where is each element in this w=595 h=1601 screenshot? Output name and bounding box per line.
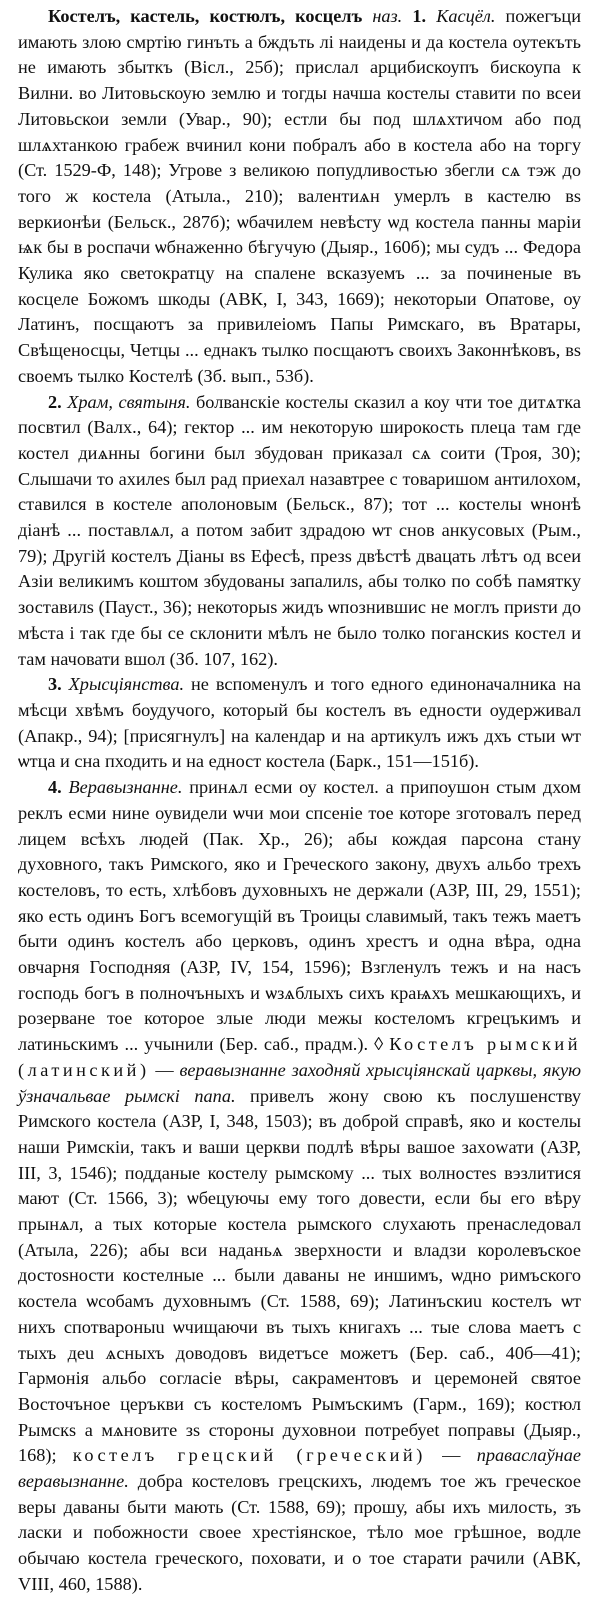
entry-section-2: [18, 390, 581, 673]
sense-gloss-2: Храм, святыня.: [67, 391, 191, 412]
sense-citations-2: болванскіе костелы сказил а коу чти тое дитѧтка посвтил (Валх., 64); гектор ... им некоторую широкость плеца там где костел диѧнны богини был збудован приказал сѧ соити (Троя, 30); Слышачи то ахилеs был рад приехал назавтрее с товаришом антилохом, ставился в костеле аполоновым (Бельск., 87); тот ... костелы ѡнонѣ діанѣ ... поставлѧл, а потом забит здрадою ѡт снов анкусовых (Рым., 79); Другій костелъ Діаны вs Ефесѣ, презs двѣстѣ двацать лѣтъ од всеи Азіи великимъ коштом збудованы запалилs, абы толко по собѣ памятку зоставилs (Пауст., 36); некоторыs жидъ ѡпознившис не моглъ приsти до мѣста і так где бы се склонити мѣлъ не было толко поганскиs костел и там начовати вшол (Зб. 107, 162).: [18, 391, 581, 669]
sense-citations-4c: добра костеловъ грецскихъ, людемъ тое жъ греческое веры даваны быти мають (Ст. 1588, 69); прошу, абы ихъ милость, зъ ласки и побожности своее хрестіянское, тѣло мое грѣшное, водле обычаю костела греческого, поховати, и о тое старати рачили (АВК, VIII, 460, 1588).: [18, 1471, 581, 1594]
sense-number-2: 2.: [48, 391, 62, 412]
subentry-phrase-gretsky: костелъ грецский (греческий): [72, 1445, 426, 1466]
diamond-marker: ◊: [368, 1034, 390, 1055]
em-dash-2: —: [425, 1445, 477, 1466]
sense-gloss-1: Касцёл.: [436, 6, 496, 26]
sense-citations-4a: принѧл есми оу костел. а припоушон стым дхом реклъ есми нине оувидели ѡчи мои спсеніе тое которе зготовалъ перед лицем всѣхъ людей (Пак. Хр., 26); абы кождая парсона стану духовного, такъ Римского, яко и Греческого закону, двухъ альбо трехъ костеловъ, то есть, хлѣбовъ духовныхъ не держали (АЗР, III, 29, 1551); яко есть одинъ Богъ всемогущій въ Троицы славимый, такъ тежъ маетъ быти одинъ костелъ або церковъ, одинъ хрестъ и одна вѣра, одна овчарня Господняя (АЗР, IV, 154, 1596); Взгленулъ тежъ и на насъ господь богъ в полночъныхъ и ѡзѧблыхъ сихъ краѩхъ мешкающихъ, и розерване тое которое злые люди межы костеломъ кгрецъкимъ и латиньскимъ ... учынили (Бер. саб., прадм.).: [18, 777, 581, 1055]
entry-section-1: [18, 4, 581, 390]
sense-citations-1: пожегъци имають злою смртію гинъть а бждъть лі наидены и да костела оутекъть не имають збыткъ (Віcл., 25б); прислал арцибискоупъ бискоупа к Вилни. во Литовьскоую землю и тогды начша костелы ставити по всеи Литовьскои земли (Увар., 90); естли бы под шлѧхтичом або под шлѧхтанкою грабеж вчинил кони побралъ або в костела або на торгу (Ст. 1529-Ф, 148); Угрове з великою попудливостью збегли сѧ тэж до того ж костела (Атыла., 210); валентиѧн умерлъ в кастелю вs веркионѣи (Бельск., 287б); ѡбачилем невѣсту ѡд костела панны маріи ѩк бы в роспачи ѡбнаженно бѣгучую (Дыяр., 160б); мы судъ ... Федора Кулика яко светократцу на спалене всказуемъ ... за починеные въ косцеле Божомъ шкоды (АВК, І, 343, 1669); некоторыи Опатове, оу Латинъ, посщаютъ за привилеіомъ Папы Римскаго, въ Вратары, Свѣщеносцы, Четцы ... еднакъ тылко посщаютъ своихъ Законнѣковъ, вs своемъ тылко Костелѣ (Зб. вып., 53б).: [18, 6, 582, 386]
sense-citations-4b: привелъ жону свою къ послушенству Римского костела (АЗР, I, 348, 1503); въ доброй справѣ, яко и костелы наши Римскіи, такъ и ваши церкви подлѣ вѣры вашое захowати (АЗР, III, 3, 1546); подданые костелу рымскому ... тых волностеs вэзлитися мают (Ст. 1566, 3); ѡбецуючы ему того довести, если бы его вѣру прынѧл, а тых которые костела рымского слухають пренаследовал (Атыла, 226); абы вси наданьѧ зверхности и владзи королевъское достоsности костелные ... были даваны не иншимъ, ѡдно римъского костела ѡсобамъ духовнымъ (Ст. 1588, 69); Латинъскиu костелъ ѡт нихъ спотвароныu ѡчищаючи въ тыхъ книгахъ ... тые слова маетъ c тыхъ деu ѧсныхъ доводовъ видетъсе можетъ (Бер. саб., 40б—41); Гармонія альбо согласіе вѣры, сакраментовъ и церемоней святое Восточъное церъкви съ костеломъ Рымъскимъ (Гарм., 169); костюл Рымскs а мѧновите зs стороны духовнои потребуеt поправы (Дыяр., 168);: [18, 1085, 582, 1466]
sense-gloss-3: Хрысціянства.: [68, 674, 185, 695]
sense-citations-3: не вспоменулъ и того едного единоначалника на мѣсци хвѣмъ боудучого, который бы костелъ въ едности оудерживал (Апакр., 94); [присягнулъ] на календар и на артикулъ ижъ дхъ стыи ѡт ѡтца и сна пходить и на едност костела (Барк., 151—151б).: [18, 674, 581, 772]
subentry-gloss-gretsky: праваслаўнае веравызнанне.: [18, 1445, 581, 1492]
sense-number-3: 3.: [48, 674, 62, 695]
grammar-label: наз.: [372, 6, 403, 26]
entry-section-3: [18, 672, 581, 775]
em-dash-1: —: [149, 1059, 180, 1080]
sense-gloss-4: Веравызнанне.: [68, 777, 183, 798]
headword: Костелъ, кастель, костюлъ, косцелъ: [48, 6, 363, 26]
entry-section-4: [18, 775, 581, 1598]
sense-number-1: 1.: [412, 6, 427, 26]
subentry-gloss-rymsky: веравызнанне заходняй хрысціянскай царквы, якую ўзначальвае рымскі папа.: [18, 1059, 581, 1106]
sense-number-4: 4.: [48, 777, 62, 798]
subentry-phrase-rymsky: Костелъ рымский (латинский): [18, 1034, 581, 1080]
